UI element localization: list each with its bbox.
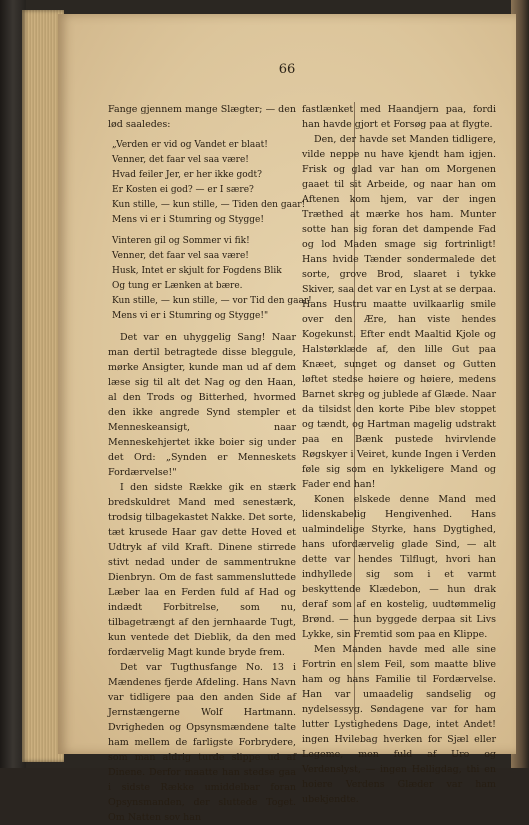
verse-line: Venner, det faar vel saa være! [112, 251, 249, 261]
verse-line: Vinteren gil og Sommer vi fik! [112, 236, 250, 246]
verse-line: Mens vi er i Stumring og Stygge! [112, 215, 264, 225]
song-verse [112, 138, 312, 324]
right-paragraph: fastlænket med Haandjern paa, fordi han havde gjort et Forsøg paa at flygte. [302, 104, 496, 130]
right-paragraph: Den, der havde set Manden tidligere, vilde neppe nu have kjendt ham igjen. Frisk og glad var han om Morgenen gaaet til sit Arbeide, og naar han om Aftenen kom hjem, var der ingen Træthed at mærke hos ham. Munter sotte han sig foran det dampende Fad og lod Maden smage sig fortrinligt! Hans hvide Tænder sondermalede det sorte, grove Brod, slaaret i tykke Skiver, saa det var en Lyst at se derpaa. Hans Hustru maatte uvilkaarlig smile over den Ære, han viste hendes Kogekunst. Efter endt Maaltid Kjole og Halstørklæde af, den lille Gut paa Knæet, sunget og danset og Gutten løftet stedse høiere og høiere, medens Barnet skreg og jublede af Glæde. Naar da tilsidst den korte Pibe blev stoppet og tændt, og Hartman magelig udstrakt paa en Bænk pustede hvirvlende Røgskyer i Veiret, kunde Ingen i Verden føle sig som en lykkeligere Mand og Fader end han! [302, 134, 496, 490]
verse-line: Kun stille, — kun stille, — vor Tid den gaar! [112, 296, 312, 306]
verse-line: Er Kosten ei god? — er I sære? [112, 185, 254, 195]
left-intro: Fange gjennem mange Slægter; — den lød saaledes: [108, 104, 296, 130]
verse-line: Mens vi er i Stumring og Stygge!" [112, 311, 269, 321]
left-column [108, 102, 312, 825]
right-column [302, 102, 496, 807]
book-page [58, 14, 516, 823]
left-paragraph: I den sidste Række gik en stærk bredskuldret Mand med senestærk, trodsig tilbagekastet Nakke. Det sorte, tæt krusede Haar gav dette Hoved et Udtryk af vild Kraft. Dinene stirrede stivt nedad under de sammentrukne Dienbryn. Om de fast sammensluttede Læber laa en Ferden fuld af Had og indædt Forbitrelse, som nu, tilbagetrængt af den jernhaarde Tugt, kun ventede det Dieblik, da den med fordærvelig Magt kunde bryde frem. [108, 482, 296, 658]
verse-line: Kun stille, — kun stille, — Tiden den gaar! [112, 200, 306, 210]
verse-line: Hvad feiler Jer, er her ikke godt? [112, 170, 262, 180]
right-paragraph: Konen elskede denne Mand med lidenskabelig Hengivenhed. Hans ualmindelige Styrke, hans Dygtighed, hans ufordærvelig glade Sind, — alt dette var hendes Tilflugt, hvori han indhyllede sig som i et varmt beskyttende Klædebon, — hun drak deraf som af en kostelig, uudtømmelig Brønd. — hun byggede derpaa sit Livs Lykke, sin Fremtid som paa en Klippe. [302, 494, 496, 640]
page-number: 66 [278, 62, 296, 77]
verse-line: Husk, Intet er skjult for Fogdens Blik [112, 266, 282, 276]
verse-line: Venner, det faar vel saa være! [112, 155, 249, 165]
right-paragraph: Men Manden havde med alle sine Fortrin en slem Feil, som maatte blive ham og hans Familie til Fordærvelse. Han var umaadelig sandselig og nydelsessyg. Søndagene var for ham lutter Lystighedens Dage, intet Andet! ingen Hvilebag hverken for Sjæl eller Legeme, men fuld af Uro og Verdenslyst, — ingen Helligdag, thi en hoiere Verdens Glæder var ham ubekjendte. [302, 644, 496, 805]
verse-line: „Verden er vid og Vandet er blaat! [112, 140, 268, 150]
left-paragraph: Det var Tugthusfange No. 13 i Mændenes fjerde Afdeling. Hans Navn var tidligere paa den anden Side af Jernstængerne Wolf Hartmann. Dvrigheden og Opsynsmændene talte ham mellem de farligste Forbrydere, som man aldrig turde slippe ud af Dinene. Derfor maatte han stedse gaa i sidste Række umiddelbar foran Opsynsmanden, der sluttede Toget. Om Natten sov han [108, 662, 296, 823]
verse-line: Og tung er Lænken at bære. [112, 281, 243, 291]
left-paragraph: Det var en uhyggelig Sang! Naar man dertil betragtede disse bleggule, mørke Ansigter, kunde man ud af dem læse sig til alt det Nag og den Haan, al den Trods og Bitterhed, hvormed den ikke angrede Synd stempler et Menneskeansigt, naar Menneskehjertet ikke boier sig under det Ord: „Synden er Menneskets Fordærvelse!" [108, 332, 296, 478]
